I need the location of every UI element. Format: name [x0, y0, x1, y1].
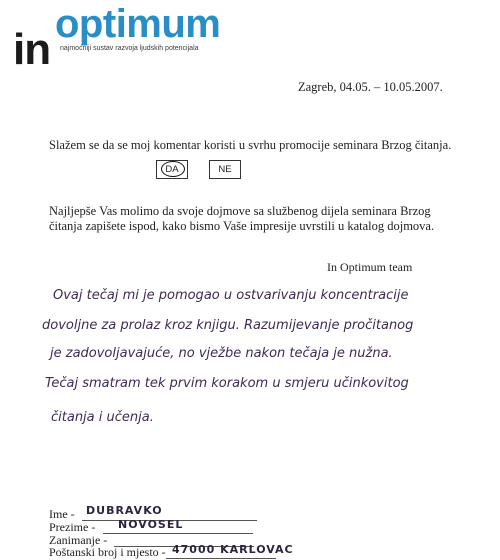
occupation-label: Zanimanje -	[49, 533, 108, 547]
document-date: Zagreb, 04.05. – 10.05.2007.	[298, 80, 443, 94]
comment-line: čitanja i učenja.	[51, 410, 154, 425]
postal-value: 47000 KARLOVAC	[172, 543, 294, 556]
in-optimum-logo	[0, 0, 240, 80]
selection-circle	[161, 161, 185, 177]
postal-label: Poštanski broj i mjesto -	[49, 545, 166, 559]
comment-line: je zadovoljavajuće, no vježbe nakon tečaja je nužna.	[50, 346, 393, 361]
comment-line: Ovaj tečaj mi je pomogao u ostvarivanju koncentracije	[53, 288, 409, 303]
surname-value: NOVOSEL	[118, 518, 184, 531]
request-paragraph: Najljepše Vas molimo da svoje dojmove sa službenog dijela seminara Brzog čitanja zapišete ispod, kako bismo Vaše impresije uvrstili u katalog dojmova.	[49, 204, 435, 233]
no-label: NE	[218, 164, 232, 175]
logo-in-text: in	[13, 25, 51, 74]
team-signature: In Optimum team	[327, 260, 413, 274]
name-value: DUBRAVKO	[86, 504, 163, 517]
consent-statement: Slažem se da se moj komentar koristi u svrhu promocije seminara Brzog čitanja.	[49, 138, 452, 152]
comment-line: dovoljne za prolaz kroz knjigu. Razumijevanje pročitanog	[42, 318, 414, 333]
logo-optimum-text: optimum	[55, 2, 221, 46]
logo-tagline: najmoćniji sustav razvoja ljudskih potencijala	[60, 45, 199, 52]
comment-line: Tečaj smatram tek prvim korakom u smjeru učinkovitog	[45, 376, 409, 391]
surname-field-line[interactable]	[103, 533, 253, 534]
surname-label: Prezime -	[49, 520, 96, 534]
handwritten-comment	[37, 282, 482, 452]
name-label: Ime -	[49, 507, 75, 521]
yes-label: DA	[165, 164, 179, 175]
no-checkbox[interactable]	[209, 160, 241, 179]
